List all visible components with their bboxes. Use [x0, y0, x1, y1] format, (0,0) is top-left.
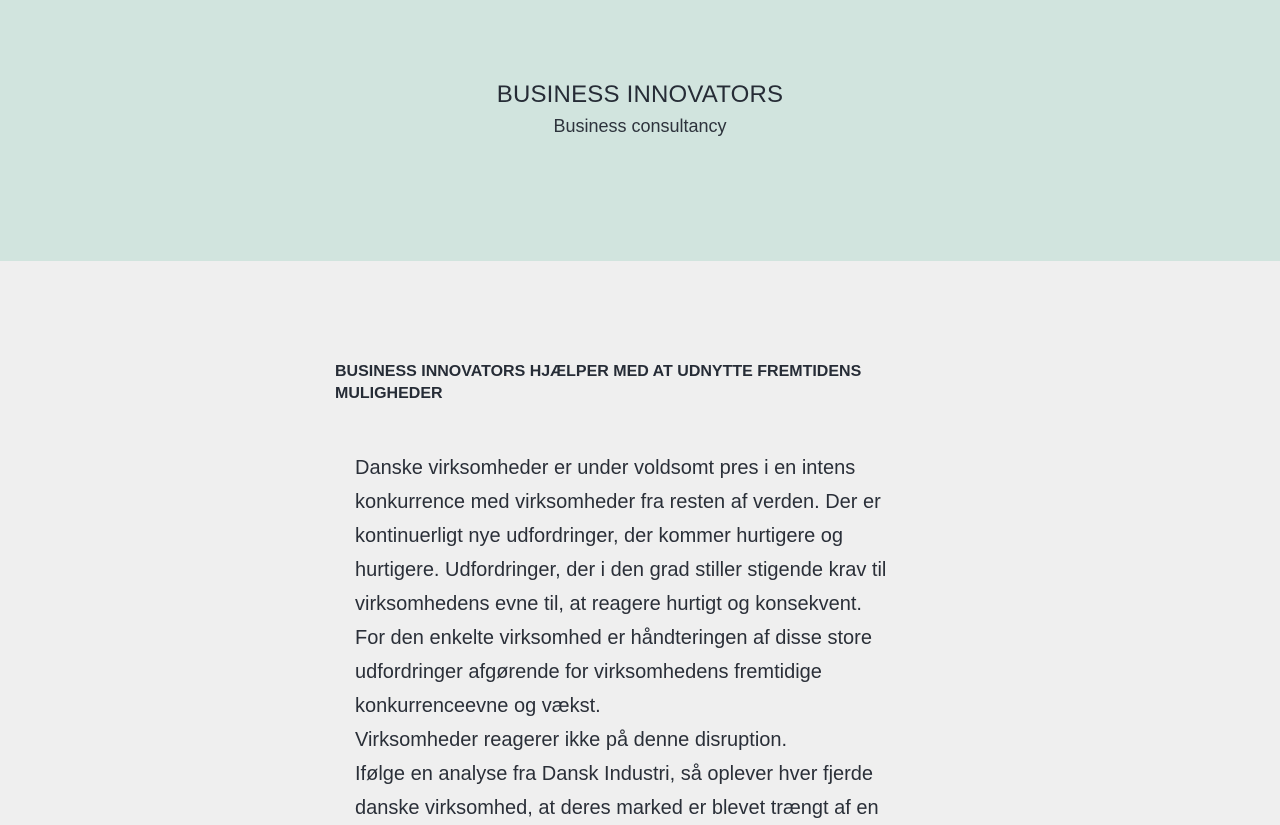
- article-paragraph: Ifølge en analyse fra Dansk Industri, så oplever hver fjerde danske virksomhed, at deres marked er blevet trængt af en: [355, 763, 879, 819]
- article: [335, 361, 895, 825]
- article-paragraph: Virksomheder reagerer ikke på denne disruption.: [355, 729, 788, 751]
- site-title[interactable]: BUSINESS INNOVATORS: [496, 81, 784, 108]
- article-heading: BUSINESS INNOVATORS HJÆLPER MED AT UDNYTTE FREMTIDENS MULIGHEDER: [335, 363, 862, 402]
- site-header: [0, 0, 1280, 261]
- article-body: [335, 451, 895, 825]
- article-paragraph: For den enkelte virksomhed er håndteringen af disse store udfordringer afgørende for virksomhedens fremtidige konkurrenceevne og vækst.: [355, 627, 872, 717]
- site-tagline: Business consultancy: [553, 116, 727, 136]
- article-paragraph: Danske virksomheder er under voldsomt pres i en intens konkurrence med virksomheder fra resten af verden. Der er kontinuerligt nye udfordringer, der kommer hurtigere og hurtigere. Udfordringer, der i den grad stiller stigende krav til virksomhedens evne til, at reagere hurtigt og konsekvent.: [355, 457, 887, 615]
